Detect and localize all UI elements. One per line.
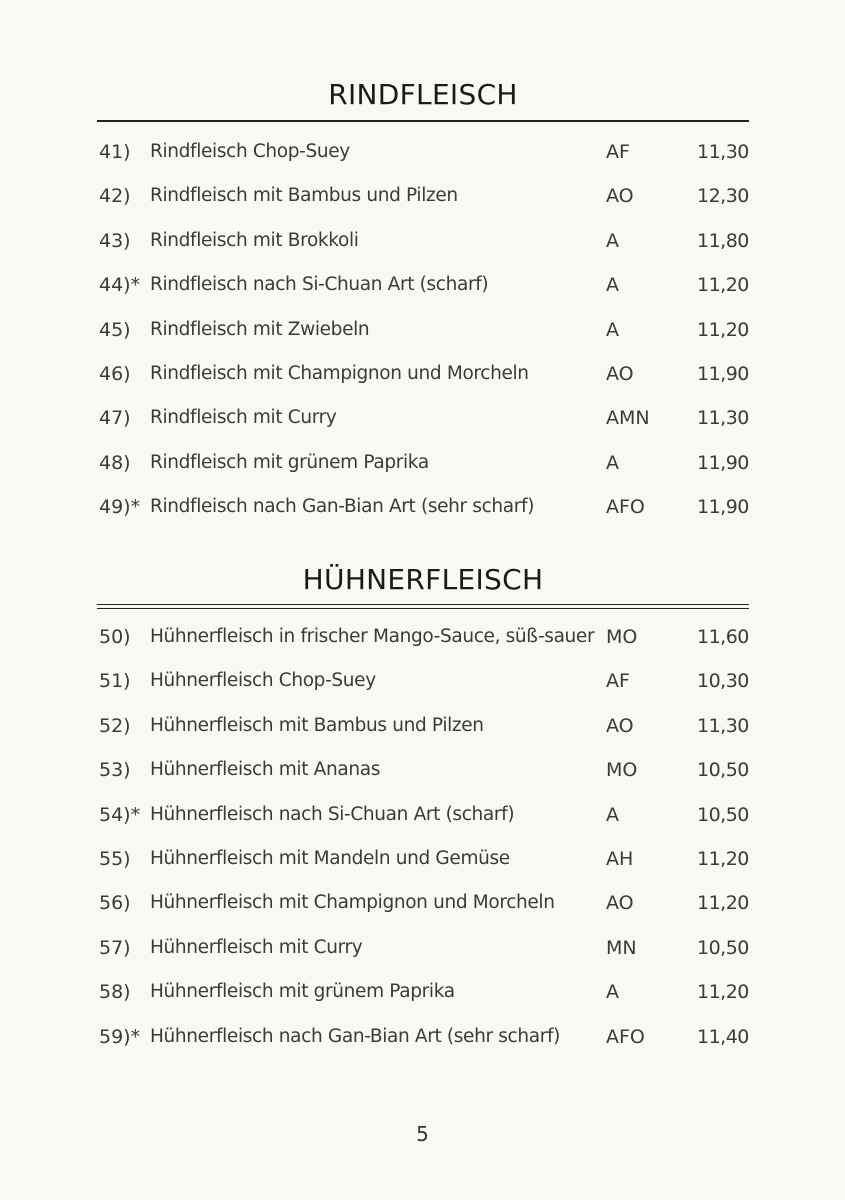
item-price: 11,90: [697, 451, 749, 474]
menu-item: [97, 396, 749, 440]
item-number: 42): [99, 185, 131, 208]
item-number: 56): [99, 892, 131, 915]
item-price: 11,30: [697, 407, 749, 430]
menu-item: [97, 837, 749, 881]
item-allergens: AF: [606, 141, 630, 163]
item-name: Hühnerfleisch mit Champignon und Morcheln: [150, 892, 555, 914]
item-name: Hühnerfleisch nach Gan-Bian Art (sehr scharf): [150, 1025, 560, 1047]
item-name: Rindfleisch nach Si-Chuan Art (scharf): [150, 274, 489, 296]
item-price: 11,20: [697, 892, 749, 915]
item-number: 51): [99, 670, 131, 693]
item-allergens: AFO: [606, 496, 645, 519]
item-allergens: A: [606, 451, 619, 474]
item-price: 11,80: [697, 229, 749, 252]
menu-item: [97, 352, 749, 396]
menu-item: [97, 704, 749, 748]
item-number: 54)*: [99, 803, 141, 826]
item-number: 47): [99, 407, 131, 430]
item-name: Hühnerfleisch mit grünem Paprika: [150, 981, 455, 1003]
item-number: 57): [99, 936, 131, 959]
item-allergens: A: [606, 981, 619, 1004]
item-name: Rindfleisch mit Zwiebeln: [150, 318, 370, 340]
menu-item: [97, 174, 749, 218]
item-allergens: AF: [606, 670, 630, 693]
item-number: 44)*: [99, 274, 141, 297]
menu-item: [97, 441, 749, 485]
item-price: 10,30: [697, 670, 749, 693]
item-name: Rindfleisch mit grünem Paprika: [150, 451, 429, 473]
item-price: 11,20: [697, 274, 749, 297]
item-number: 49)*: [99, 496, 141, 519]
menu-item: [97, 130, 749, 174]
item-allergens: AMN: [606, 407, 650, 430]
item-name: Hühnerfleisch mit Mandeln und Gemüse: [150, 847, 510, 869]
menu-item: [97, 881, 749, 925]
item-price: 11,90: [697, 496, 749, 519]
item-price: 11,30: [697, 141, 749, 163]
item-price: 11,60: [697, 626, 749, 648]
item-allergens: AO: [606, 362, 634, 385]
item-name: Rindfleisch mit Brokkoli: [150, 229, 359, 251]
item-name: Hühnerfleisch nach Si-Chuan Art (scharf): [150, 803, 515, 825]
item-number: 55): [99, 847, 131, 870]
menu-item: [97, 1015, 749, 1059]
item-number: 52): [99, 714, 131, 737]
menu-item: [97, 926, 749, 970]
item-number: 48): [99, 451, 131, 474]
item-name: Hühnerfleisch in frischer Mango-Sauce, süß-sauer: [150, 626, 595, 647]
item-number: 45): [99, 318, 131, 341]
item-allergens: AO: [606, 714, 634, 737]
menu-item: [97, 308, 749, 352]
item-allergens: AFO: [606, 1025, 645, 1048]
item-price: 11,30: [697, 714, 749, 737]
item-price: 12,30: [697, 185, 749, 208]
menu-item: [97, 793, 749, 837]
item-name: Hühnerfleisch mit Curry: [150, 936, 363, 958]
item-allergens: AH: [606, 847, 634, 870]
item-price: 10,50: [697, 936, 749, 959]
page-number: 5: [416, 1122, 429, 1146]
item-name: Rindfleisch Chop-Suey: [150, 141, 350, 162]
menu-item: [97, 970, 749, 1014]
menu-item: [97, 615, 749, 659]
item-number: 46): [99, 362, 131, 385]
menu-item: [97, 485, 749, 529]
item-number: 53): [99, 759, 131, 782]
item-allergens: A: [606, 318, 619, 341]
item-allergens: AO: [606, 185, 634, 208]
menu-item: [97, 219, 749, 263]
item-price: 11,90: [697, 362, 749, 385]
item-number: 41): [99, 141, 131, 163]
item-price: 11,40: [697, 1025, 749, 1048]
item-name: Rindfleisch nach Gan-Bian Art (sehr scharf): [150, 496, 535, 518]
menu-list-huehnerfleisch: [97, 615, 749, 1059]
item-price: 11,20: [697, 981, 749, 1004]
menu-list-rindfleisch: [97, 130, 749, 530]
item-name: Hühnerfleisch Chop-Suey: [150, 670, 376, 692]
item-allergens: MN: [606, 936, 637, 959]
section-title-rindfleisch: RINDFLEISCH: [328, 78, 518, 111]
item-number: 50): [99, 626, 131, 648]
menu-item: [97, 748, 749, 792]
section-divider: [97, 120, 749, 122]
item-number: 59)*: [99, 1025, 141, 1048]
item-price: 10,50: [697, 803, 749, 826]
item-name: Rindfleisch mit Bambus und Pilzen: [150, 185, 458, 207]
item-price: 11,20: [697, 318, 749, 341]
item-allergens: A: [606, 803, 619, 826]
section-divider: [97, 604, 749, 609]
section-title-huehnerfleisch: HÜHNERFLEISCH: [302, 563, 544, 596]
item-price: 10,50: [697, 759, 749, 782]
item-name: Hühnerfleisch mit Bambus und Pilzen: [150, 714, 484, 736]
item-allergens: MO: [606, 626, 638, 648]
item-allergens: A: [606, 229, 619, 252]
item-number: 43): [99, 229, 131, 252]
item-allergens: A: [606, 274, 619, 297]
item-number: 58): [99, 981, 131, 1004]
item-name: Rindfleisch mit Curry: [150, 407, 337, 429]
item-allergens: MO: [606, 759, 638, 782]
menu-item: [97, 659, 749, 703]
item-allergens: AO: [606, 892, 634, 915]
item-name: Rindfleisch mit Champignon und Morcheln: [150, 362, 529, 384]
item-price: 11,20: [697, 847, 749, 870]
item-name: Hühnerfleisch mit Ananas: [150, 759, 380, 781]
menu-item: [97, 263, 749, 307]
